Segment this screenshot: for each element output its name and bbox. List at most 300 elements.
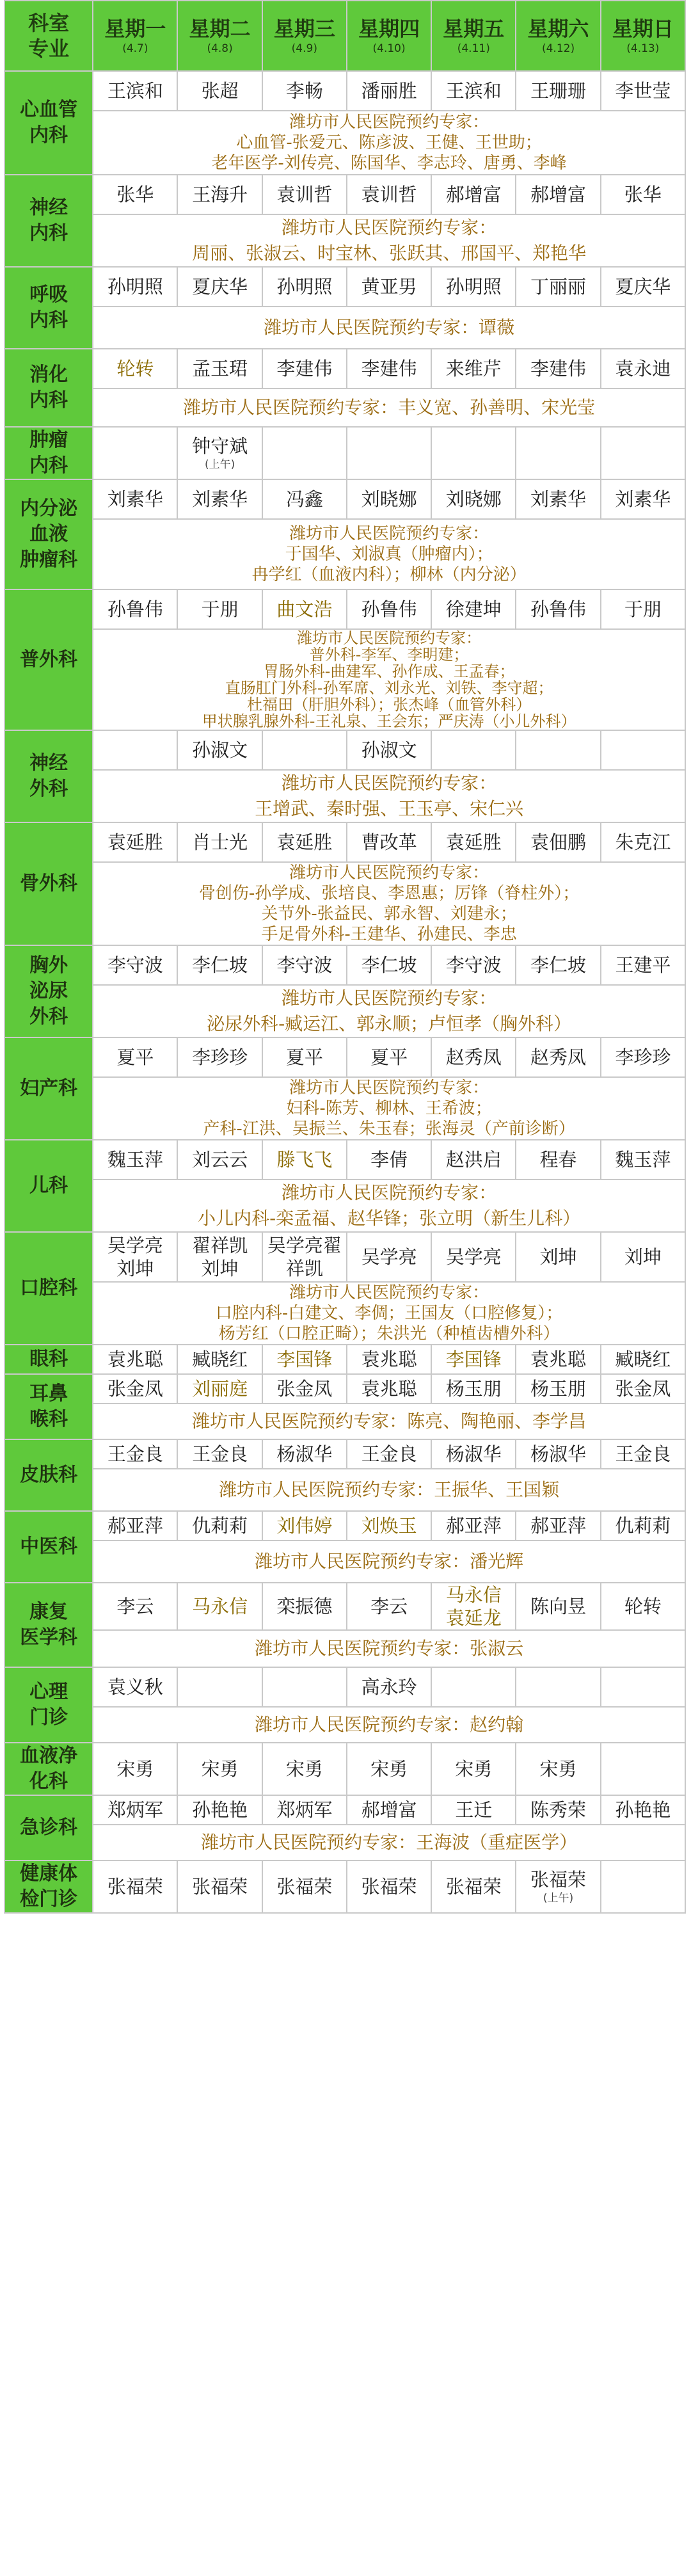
expert-note <box>93 985 685 1037</box>
doctor-cell: 曹改革 <box>347 822 431 862</box>
doctor-cell: 刘晓娜 <box>431 479 516 519</box>
doctor-cell: 张福荣 <box>262 1860 347 1913</box>
expert-note-line: 潍坊市人民医院预约专家： <box>289 113 489 132</box>
doctor-cell <box>516 1860 600 1913</box>
doctor-cell <box>262 1667 347 1707</box>
doctor-cell <box>431 427 516 479</box>
schedule-row <box>4 427 685 479</box>
day-label: 星期二 <box>189 17 251 41</box>
department-name: 血液净 化科 <box>4 1743 93 1795</box>
doctor-cell: 孙明照 <box>262 267 347 307</box>
day-header <box>93 1 177 71</box>
expert-note-line: 胃肠外科-曲建军、孙作成、王孟春； <box>263 662 515 680</box>
doctor-cell: 袁训哲 <box>347 175 431 214</box>
doctor-cell: 张金凤 <box>262 1374 347 1404</box>
doctor-cell <box>93 1232 177 1282</box>
doctor-cell <box>431 730 516 770</box>
dept-header: 科室 专业 <box>4 1 93 71</box>
doctor-cell: 孙淑文 <box>177 730 262 770</box>
doctor-cell <box>516 427 600 479</box>
doctor-cell <box>516 730 600 770</box>
expert-note-line: 潍坊市人民医院预约专家： <box>289 1283 489 1302</box>
day-label: 星期三 <box>273 17 335 41</box>
doctor-name: 祥凯 <box>285 1258 323 1279</box>
doctor-cell <box>601 1667 685 1707</box>
doctor-cell: 王珊珊 <box>516 71 600 111</box>
doctor-cell: 李建伟 <box>347 349 431 388</box>
doctor-cell: 李云 <box>93 1583 177 1630</box>
expert-note <box>93 519 685 589</box>
expert-note-line: 潍坊市人民医院预约专家： <box>282 772 497 794</box>
expert-note-line: 直肠肛门外科-孙军席、刘永光、刘铁、李守超； <box>225 679 553 697</box>
doctor-cell: 赵秀凤 <box>431 1037 516 1077</box>
doctor-cell: 孙艳艳 <box>177 1795 262 1825</box>
doctor-name: 刘坤 <box>201 1258 239 1279</box>
department-name: 眼科 <box>4 1345 93 1374</box>
department-name: 耳鼻 喉科 <box>4 1374 93 1439</box>
doctor-cell: 孙淑文 <box>347 730 431 770</box>
doctor-cell: 李国锋 <box>431 1345 516 1374</box>
doctor-cell: 宋勇 <box>431 1743 516 1795</box>
doctor-name: 马永信 <box>445 1584 502 1606</box>
expert-note-line: 潍坊市人民医院预约专家： <box>289 524 489 543</box>
doctor-cell: 李守波 <box>93 945 177 985</box>
expert-row <box>4 1180 685 1232</box>
doctor-cell: 郝增富 <box>516 175 600 214</box>
day-header <box>347 1 431 71</box>
day-date: (4.11) <box>457 42 490 55</box>
department-name: 普外科 <box>4 589 93 730</box>
doctor-cell <box>431 1667 516 1707</box>
schedule-row <box>4 1232 685 1282</box>
doctor-cell: 李守波 <box>431 945 516 985</box>
expert-note <box>93 111 685 175</box>
expert-note <box>93 388 685 427</box>
doctor-cell: 张超 <box>177 71 262 111</box>
doctor-cell: 刘丽庭 <box>177 1374 262 1404</box>
expert-row <box>4 1630 685 1667</box>
expert-note-line: 于国华、刘淑真（肿瘤内）； <box>285 545 493 564</box>
day-label: 星期日 <box>612 17 674 41</box>
doctor-cell: 孙明照 <box>93 267 177 307</box>
doctor-cell: 宋勇 <box>516 1743 600 1795</box>
doctor-cell: 肖士光 <box>177 822 262 862</box>
expert-note-line: 妇科-陈芳、柳林、王希波； <box>286 1099 492 1118</box>
doctor-cell: 杨淑华 <box>262 1439 347 1469</box>
doctor-cell: 张华 <box>93 175 177 214</box>
expert-row <box>4 1707 685 1743</box>
schedule-row <box>4 1743 685 1795</box>
doctor-cell: 刘焕玉 <box>347 1511 431 1540</box>
doctor-cell: 于朋 <box>601 589 685 629</box>
expert-note <box>93 1469 685 1511</box>
doctor-cell: 王滨和 <box>93 71 177 111</box>
doctor-cell <box>262 730 347 770</box>
doctor-cell: 刘素华 <box>516 479 600 519</box>
expert-row <box>4 1825 685 1860</box>
doctor-cell: 郑炳军 <box>93 1795 177 1825</box>
schedule-row <box>4 589 685 629</box>
department-name: 神经 外科 <box>4 730 93 822</box>
department-name: 消化 内科 <box>4 349 93 427</box>
doctor-cell: 郑炳军 <box>262 1795 347 1825</box>
doctor-cell: 王金良 <box>177 1439 262 1469</box>
doctor-cell: 孙艳艳 <box>601 1795 685 1825</box>
expert-note-line: 骨创伤-孙学成、张培良、李恩惠；厉锋（脊柱外）； <box>198 884 580 903</box>
schedule-row <box>4 1860 685 1913</box>
day-header <box>601 1 685 71</box>
department-name: 心理 门诊 <box>4 1667 93 1743</box>
doctor-cell <box>347 427 431 479</box>
expert-note-line: 潍坊市人民医院预约专家： <box>282 217 497 238</box>
department-name: 中医科 <box>4 1511 93 1583</box>
doctor-cell: 来维芹 <box>431 349 516 388</box>
doctor-cell: 李国锋 <box>262 1345 347 1374</box>
expert-note-line: 关节外-张益民、郭永智、刘建永； <box>261 904 517 924</box>
doctor-cell <box>177 427 262 479</box>
doctor-cell: 宋勇 <box>347 1743 431 1795</box>
doctor-cell: 袁佃鹏 <box>516 822 600 862</box>
doctor-cell <box>177 1232 262 1282</box>
doctor-cell: 袁训哲 <box>262 175 347 214</box>
expert-note-line: 杨芳红（口腔正畸）；朱洪光（种植齿槽外科） <box>218 1324 560 1343</box>
expert-row <box>4 985 685 1037</box>
doctor-cell: 郝亚萍 <box>431 1511 516 1540</box>
expert-note <box>93 307 685 349</box>
doctor-cell: 袁兆聪 <box>347 1345 431 1374</box>
doctor-cell: 郝亚萍 <box>93 1511 177 1540</box>
expert-note-line: 潍坊市人民医院预约专家：丰义宽、孙善明、宋光莹 <box>183 397 596 418</box>
expert-note <box>93 1707 685 1743</box>
expert-row <box>4 388 685 427</box>
doctor-cell: 宋勇 <box>177 1743 262 1795</box>
doctor-cell: 刘素华 <box>601 479 685 519</box>
doctor-cell: 王建平 <box>601 945 685 985</box>
doctor-cell: 王海升 <box>177 175 262 214</box>
doctor-name: 吴学亮 <box>107 1235 163 1256</box>
doctor-cell: 李珍珍 <box>177 1037 262 1077</box>
doctor-cell: 朱克江 <box>601 822 685 862</box>
doctor-cell: 刘伟婷 <box>262 1511 347 1540</box>
doctor-cell: 李建伟 <box>516 349 600 388</box>
doctor-cell <box>516 1667 600 1707</box>
day-date: (4.7) <box>122 42 148 55</box>
schedule-row <box>4 175 685 214</box>
expert-row <box>4 1540 685 1583</box>
doctor-cell: 夏平 <box>262 1037 347 1077</box>
schedule-row <box>4 349 685 388</box>
doctor-cell: 臧晓红 <box>177 1345 262 1374</box>
department-name: 呼吸 内科 <box>4 267 93 349</box>
expert-row <box>4 111 685 175</box>
expert-note-line: 普外科-李军、李明建； <box>309 646 469 664</box>
expert-note-line: 潍坊市人民医院预约专家： <box>297 629 482 647</box>
expert-note-line: 潍坊市人民医院预约专家：王海波（重症医学） <box>201 1832 578 1853</box>
doctor-cell <box>601 730 685 770</box>
department-name: 肿瘤 内科 <box>4 427 93 479</box>
day-header <box>262 1 347 71</box>
header-row <box>4 1 685 71</box>
doctor-cell: 魏玉萍 <box>601 1140 685 1180</box>
day-label: 星期五 <box>443 17 505 41</box>
doctor-cell: 魏玉萍 <box>93 1140 177 1180</box>
expert-note <box>93 1180 685 1232</box>
expert-note-line: 潍坊市人民医院预约专家： <box>289 863 489 883</box>
doctor-cell <box>93 730 177 770</box>
session-note: (上午) <box>204 458 235 471</box>
doctor-cell: 程春 <box>516 1140 600 1180</box>
doctor-cell: 张福荣 <box>177 1860 262 1913</box>
department-name: 神经 内科 <box>4 175 93 267</box>
doctor-cell: 袁延胜 <box>262 822 347 862</box>
doctor-cell: 孙鲁伟 <box>347 589 431 629</box>
expert-note-line: 口腔内科-白建文、李倜；王国友（口腔修复）； <box>215 1304 563 1323</box>
doctor-cell: 夏庆华 <box>177 267 262 307</box>
schedule-row <box>4 945 685 985</box>
doctor-cell: 张福荣 <box>93 1860 177 1913</box>
doctor-cell: 臧晓红 <box>601 1345 685 1374</box>
doctor-cell: 王金良 <box>347 1439 431 1469</box>
doctor-cell: 杨淑华 <box>431 1439 516 1469</box>
day-date: (4.9) <box>291 42 317 55</box>
doctor-cell: 孙鲁伟 <box>93 589 177 629</box>
doctor-cell: 夏平 <box>93 1037 177 1077</box>
day-date: (4.12) <box>541 42 575 55</box>
doctor-cell: 李世莹 <box>601 71 685 111</box>
expert-note-line: 潍坊市人民医院预约专家： <box>282 1182 497 1203</box>
day-header <box>177 1 262 71</box>
doctor-cell: 吴学亮 <box>431 1232 516 1282</box>
doctor-cell: 吴学亮 <box>347 1232 431 1282</box>
expert-note <box>93 1540 685 1583</box>
doctor-cell: 仇莉莉 <box>601 1511 685 1540</box>
department-name: 儿科 <box>4 1140 93 1232</box>
schedule-row <box>4 1795 685 1825</box>
doctor-cell: 夏庆华 <box>601 267 685 307</box>
doctor-cell: 杨玉朋 <box>431 1374 516 1404</box>
department-name: 骨外科 <box>4 822 93 945</box>
doctor-cell: 刘坤 <box>516 1232 600 1282</box>
expert-row <box>4 629 685 730</box>
schedule-row <box>4 730 685 770</box>
doctor-cell: 宋勇 <box>262 1743 347 1795</box>
expert-note <box>93 1282 685 1345</box>
expert-note-line: 心血管-张爱元、陈彦波、王健、王世助； <box>236 133 542 152</box>
schedule-row <box>4 1667 685 1707</box>
expert-note-line: 产科-江洪、吴振兰、朱玉春；张海灵（产前诊断） <box>203 1119 575 1139</box>
doctor-cell <box>262 1232 347 1282</box>
doctor-cell: 张金凤 <box>93 1374 177 1404</box>
expert-row <box>4 1404 685 1439</box>
expert-note <box>93 1077 685 1140</box>
department-name: 皮肤科 <box>4 1439 93 1511</box>
doctor-cell: 张华 <box>601 175 685 214</box>
expert-note-line: 潍坊市人民医院预约专家：赵约翰 <box>255 1714 524 1735</box>
doctor-cell: 李建伟 <box>262 349 347 388</box>
doctor-cell: 袁兆聪 <box>347 1374 431 1404</box>
doctor-cell: 曲文浩 <box>262 589 347 629</box>
doctor-cell: 李守波 <box>262 945 347 985</box>
doctor-cell: 夏平 <box>347 1037 431 1077</box>
expert-note-line: 手足骨外科-王建华、孙建民、李忠 <box>261 925 517 944</box>
expert-row <box>4 307 685 349</box>
doctor-name: 吴学亮翟 <box>267 1235 342 1256</box>
schedule-body <box>4 71 685 1913</box>
doctor-cell: 袁延胜 <box>431 822 516 862</box>
expert-note-line: 潍坊市人民医院预约专家：王振华、王国颖 <box>219 1479 560 1500</box>
doctor-cell: 陈秀荣 <box>516 1795 600 1825</box>
schedule-row <box>4 1140 685 1180</box>
day-label: 星期四 <box>358 17 420 41</box>
expert-note <box>93 629 685 730</box>
doctor-cell: 马永信 <box>177 1583 262 1630</box>
schedule-row <box>4 267 685 307</box>
doctor-cell: 王滨和 <box>431 71 516 111</box>
doctor-cell: 刘晓娜 <box>347 479 431 519</box>
schedule-row <box>4 1583 685 1630</box>
expert-note-line: 小儿内科-栾孟福、赵华锋；张立明（新生儿科） <box>198 1208 581 1229</box>
day-date: (4.10) <box>372 42 406 55</box>
doctor-cell: 丁丽丽 <box>516 267 600 307</box>
doctor-cell <box>601 1743 685 1795</box>
schedule-row <box>4 479 685 519</box>
expert-row <box>4 862 685 945</box>
doctor-cell: 李仁坡 <box>516 945 600 985</box>
expert-row <box>4 770 685 822</box>
doctor-cell <box>601 427 685 479</box>
doctor-cell: 刘素华 <box>93 479 177 519</box>
expert-note-line: 王增武、秦时强、王玉亭、宋仁兴 <box>255 798 524 819</box>
doctor-cell: 轮转 <box>601 1583 685 1630</box>
doctor-cell: 张金凤 <box>601 1374 685 1404</box>
expert-row <box>4 1282 685 1345</box>
doctor-cell: 宋勇 <box>93 1743 177 1795</box>
expert-note-line: 潍坊市人民医院预约专家：陈亮、陶艳丽、李学昌 <box>192 1411 587 1432</box>
doctor-cell: 栾振德 <box>262 1583 347 1630</box>
doctor-name: 钟守斌 <box>192 435 248 457</box>
schedule-row <box>4 1511 685 1540</box>
doctor-cell: 仇莉莉 <box>177 1511 262 1540</box>
doctor-cell: 孟玉珺 <box>177 349 262 388</box>
department-name: 口腔科 <box>4 1232 93 1345</box>
doctor-cell: 郝增富 <box>347 1795 431 1825</box>
expert-row <box>4 1469 685 1511</box>
doctor-cell: 袁兆聪 <box>516 1345 600 1374</box>
expert-note-line: 潍坊市人民医院预约专家：谭薇 <box>264 317 515 338</box>
expert-row <box>4 214 685 267</box>
department-name: 康复 医学科 <box>4 1583 93 1667</box>
department-name: 内分泌 血液 肿瘤科 <box>4 479 93 589</box>
day-date: (4.13) <box>626 42 660 55</box>
day-header <box>516 1 600 71</box>
doctor-cell: 李仁坡 <box>347 945 431 985</box>
schedule-table <box>4 0 686 1914</box>
expert-note-line: 潍坊市人民医院预约专家：张淑云 <box>255 1638 524 1659</box>
doctor-name: 袁延龙 <box>445 1607 502 1629</box>
doctor-cell: 袁义秋 <box>93 1667 177 1707</box>
doctor-cell <box>431 1583 516 1630</box>
doctor-cell: 赵秀凤 <box>516 1037 600 1077</box>
department-name: 急诊科 <box>4 1795 93 1860</box>
schedule-row <box>4 1345 685 1374</box>
expert-note-line: 杜福田（肝胆外科）；张杰峰（血管外科） <box>247 696 532 714</box>
doctor-cell: 于朋 <box>177 589 262 629</box>
expert-note <box>93 770 685 822</box>
doctor-cell <box>262 427 347 479</box>
department-name: 健康体 检门诊 <box>4 1860 93 1913</box>
doctor-name: 刘坤 <box>116 1258 154 1279</box>
schedule-row <box>4 71 685 111</box>
expert-note-line: 潍坊市人民医院预约专家： <box>282 988 497 1009</box>
day-date: (4.8) <box>207 42 233 55</box>
day-label: 星期一 <box>104 17 166 41</box>
doctor-cell: 袁永迪 <box>601 349 685 388</box>
doctor-cell: 刘坤 <box>601 1232 685 1282</box>
department-name: 心血管 内科 <box>4 71 93 175</box>
doctor-cell: 郝增富 <box>431 175 516 214</box>
expert-row <box>4 1077 685 1140</box>
doctor-cell <box>177 1667 262 1707</box>
doctor-cell: 孙明照 <box>431 267 516 307</box>
doctor-cell: 袁兆聪 <box>93 1345 177 1374</box>
doctor-cell: 孙鲁伟 <box>516 589 600 629</box>
expert-note-line: 周丽、张淑云、时宝林、张跃其、邢国平、郑艳华 <box>192 243 587 264</box>
department-name: 妇产科 <box>4 1037 93 1140</box>
expert-note-line: 潍坊市人民医院预约专家：潘光辉 <box>255 1551 524 1572</box>
expert-note-line: 甲状腺乳腺外科-王礼泉、王会东；严庆涛（小儿外科） <box>202 712 576 730</box>
doctor-cell: 王迁 <box>431 1795 516 1825</box>
expert-row <box>4 519 685 589</box>
doctor-cell <box>93 427 177 479</box>
expert-note <box>93 1825 685 1860</box>
session-note: (上午) <box>543 1892 574 1905</box>
doctor-cell: 杨玉朋 <box>516 1374 600 1404</box>
doctor-cell: 王金良 <box>93 1439 177 1469</box>
department-name: 胸外 泌尿 外科 <box>4 945 93 1037</box>
expert-note <box>93 1630 685 1667</box>
schedule-row <box>4 1374 685 1404</box>
doctor-cell: 李仁坡 <box>177 945 262 985</box>
doctor-cell: 王金良 <box>601 1439 685 1469</box>
doctor-cell: 陈向昱 <box>516 1583 600 1630</box>
doctor-cell <box>601 1860 685 1913</box>
doctor-cell: 袁延胜 <box>93 822 177 862</box>
doctor-cell: 张福荣 <box>431 1860 516 1913</box>
doctor-cell: 李珍珍 <box>601 1037 685 1077</box>
doctor-cell: 杨淑华 <box>516 1439 600 1469</box>
doctor-cell: 徐建坤 <box>431 589 516 629</box>
doctor-cell: 刘云云 <box>177 1140 262 1180</box>
expert-note <box>93 862 685 945</box>
doctor-cell: 滕飞飞 <box>262 1140 347 1180</box>
schedule-row <box>4 822 685 862</box>
expert-note <box>93 1404 685 1439</box>
doctor-cell: 轮转 <box>93 349 177 388</box>
doctor-cell: 李云 <box>347 1583 431 1630</box>
day-label: 星期六 <box>527 17 589 41</box>
doctor-cell: 张福荣 <box>347 1860 431 1913</box>
expert-note-line: 冉学红（血液内科）；柳林（内分泌） <box>251 565 527 584</box>
schedule-row <box>4 1439 685 1469</box>
expert-note-line: 泌尿外科-臧运江、郭永顺；卢恒孝（胸外科） <box>207 1013 572 1034</box>
doctor-cell: 刘素华 <box>177 479 262 519</box>
doctor-cell: 郝亚萍 <box>516 1511 600 1540</box>
schedule-row <box>4 1037 685 1077</box>
doctor-cell: 潘丽胜 <box>347 71 431 111</box>
doctor-name: 翟祥凯 <box>192 1235 248 1256</box>
expert-note-line: 潍坊市人民医院预约专家： <box>289 1078 489 1098</box>
day-header <box>431 1 516 71</box>
